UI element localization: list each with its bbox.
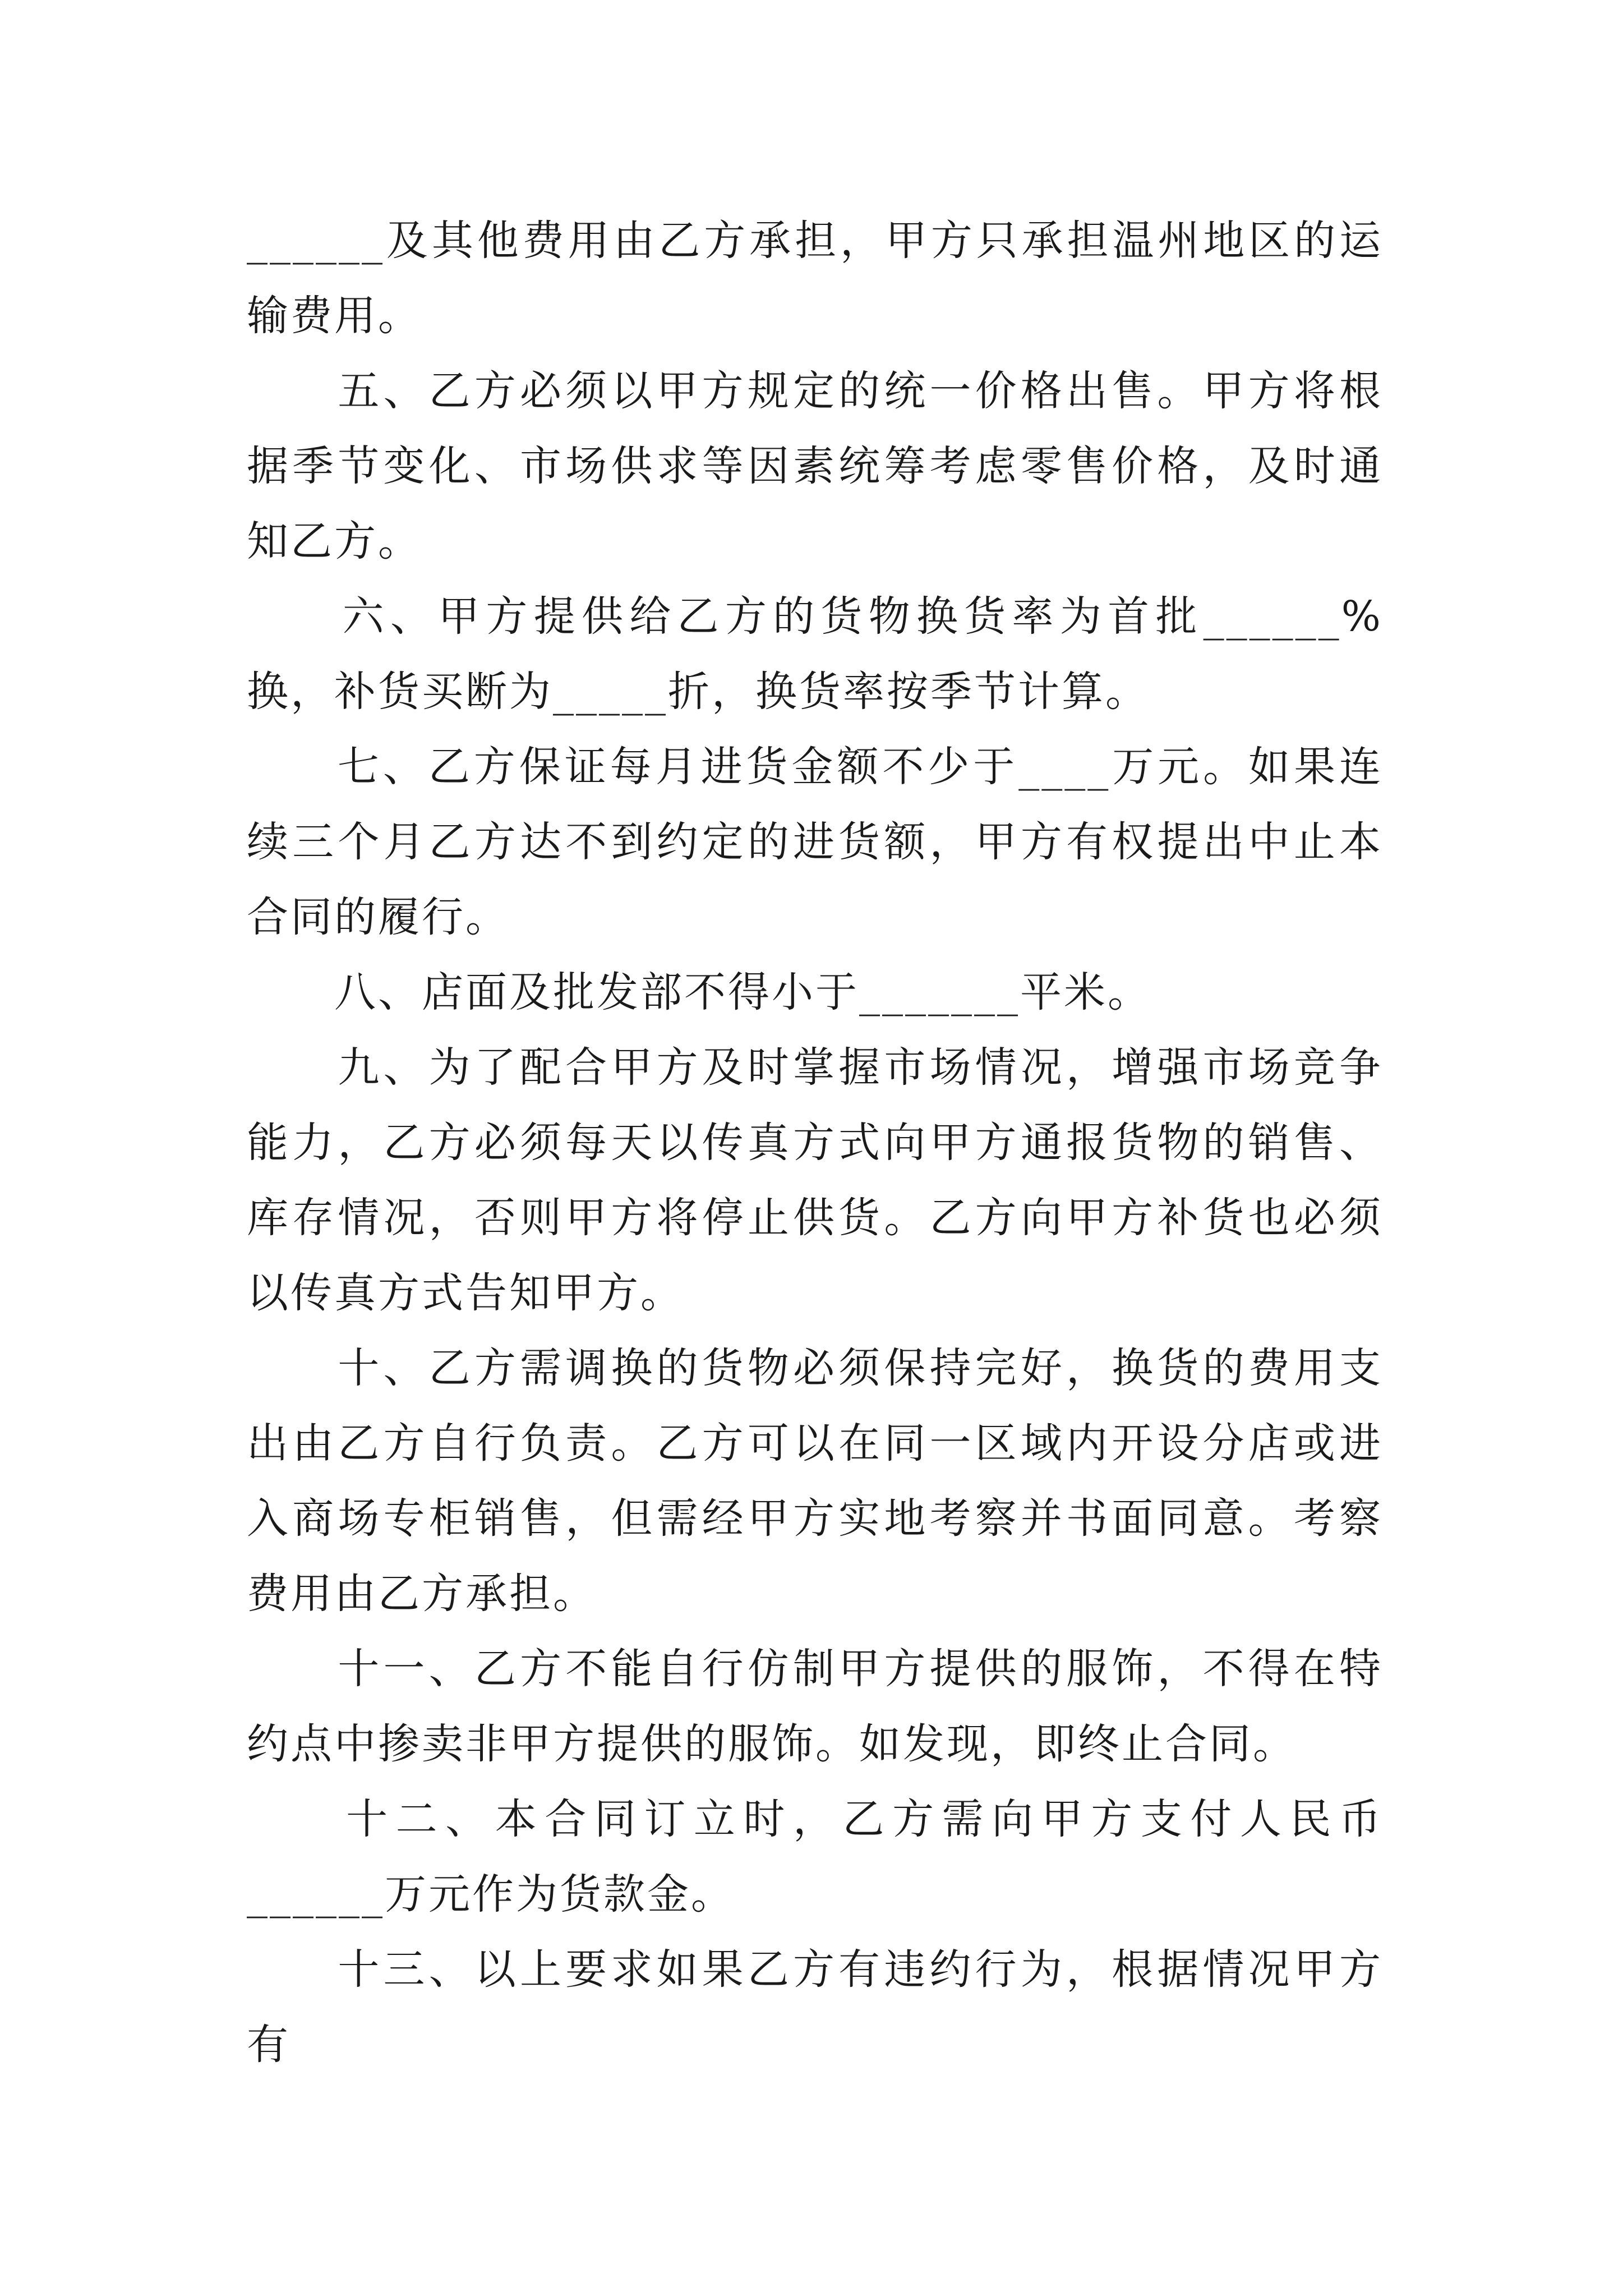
paragraph-clause-13: 十三、以上要求如果乙方有违约行为，根据情况甲方有 xyxy=(247,1945,1383,2069)
paragraph-clause-6: 六、甲方提供给乙方的货物换货率为首批______%换，补货买断为_____折，换货率按季节计算。 xyxy=(247,592,1383,716)
document-body xyxy=(247,203,1383,2082)
paragraph-clause-10: 十、乙方需调换的货物必须保持完好，换货的费用支出由乙方自行负责。乙方可以在同一区域内开设分店或进入商场专柜销售，但需经甲方实地考察并书面同意。考察费用由乙方承担。 xyxy=(247,1344,1383,1618)
paragraph-transport-cost: ______及其他费用由乙方承担，甲方只承担温州地区的运输费用。 xyxy=(247,217,1383,340)
paragraph-clause-7: 七、乙方保证每月进货金额不少于____万元。如果连续三个月乙方达不到约定的进货额，甲方有权提出中止本合同的履行。 xyxy=(247,743,1383,941)
paragraph-clause-12: 十二、本合同订立时，乙方需向甲方支付人民币______万元作为货款金。 xyxy=(247,1795,1383,1918)
paragraph-clause-11: 十一、乙方不能自行仿制甲方提供的服饰，不得在特约点中掺卖非甲方提供的服饰。如发现，即终止合同。 xyxy=(247,1645,1383,1768)
paragraph-clause-8: 八、店面及批发部不得小于_______平米。 xyxy=(247,968,1151,1016)
paragraph-clause-5: 五、乙方必须以甲方规定的统一价格出售。甲方将根据季节变化、市场供求等因素统筹考虑零售价格，及时通知乙方。 xyxy=(247,367,1383,565)
paragraph-clause-9: 九、为了配合甲方及时掌握市场情况，增强市场竞争能力，乙方必须每天以传真方式向甲方通报货物的销售、库存情况，否则甲方将停止供货。乙方向甲方补货也必须以传真方式告知甲方。 xyxy=(247,1043,1383,1317)
